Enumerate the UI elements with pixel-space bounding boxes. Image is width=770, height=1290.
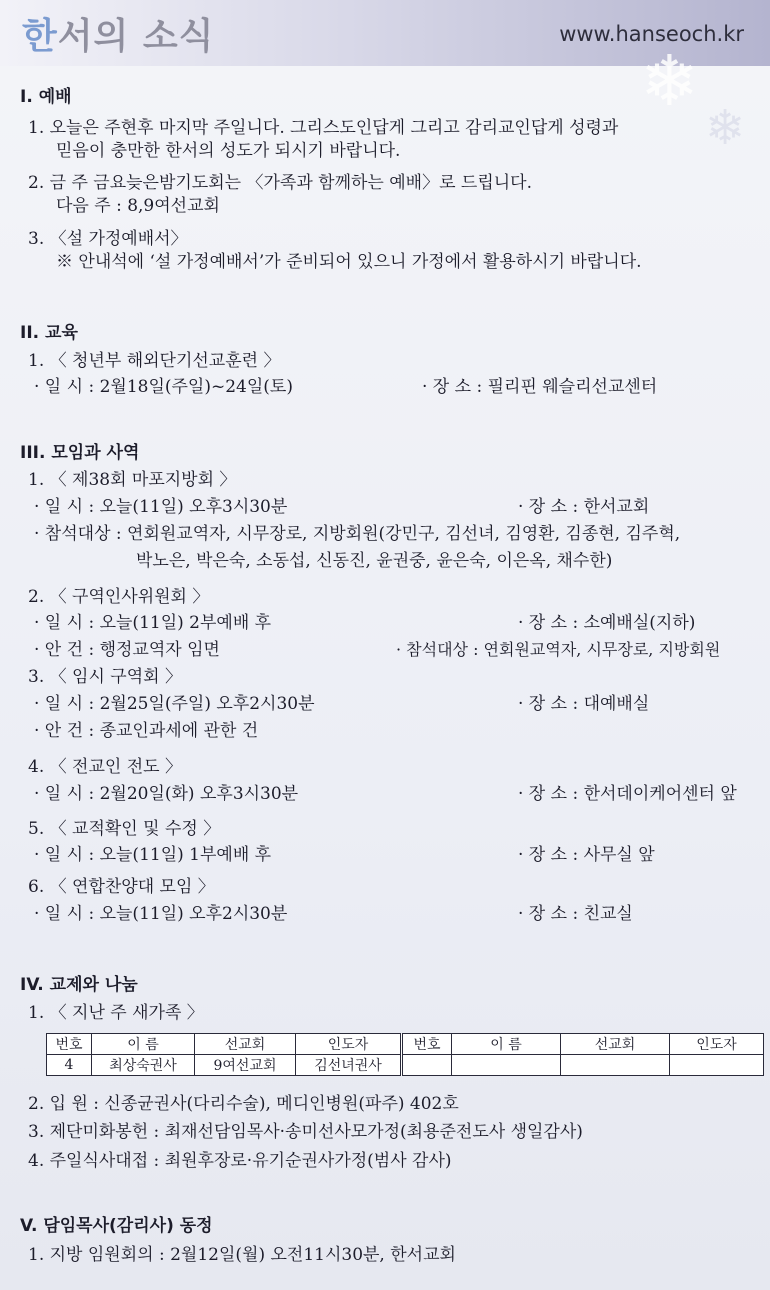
s3-item2-where: · 장 소 : 소예배실(지하) bbox=[518, 613, 696, 633]
s3-item5-when: · 일 시 : 오늘(11일) 1부예배 후 bbox=[34, 845, 272, 865]
section-1-title: I. 예배 bbox=[20, 87, 72, 107]
s1-item2-line1: 2. 금 주 금요늦은밤기도회는 〈가족과 함께하는 예배〉로 드립니다. bbox=[28, 173, 532, 193]
s3-item6-title: 6. 〈 연합찬양대 모임 〉 bbox=[28, 877, 215, 897]
s1-item1-line1: 1. 오늘은 주현후 마지막 주일니다. 그리스도인답게 그리고 감리교인답게 성령과 bbox=[28, 118, 619, 138]
s3-item4-when: · 일 시 : 2월20일(화) 오후3시30분 bbox=[34, 784, 299, 804]
table-row bbox=[47, 1055, 764, 1076]
s3-item2-attendees: · 참석대상 : 연회원교역자, 시무장로, 지방회원 bbox=[396, 640, 721, 659]
s3-item2-agenda: · 안 건 : 행정교역자 임면 bbox=[34, 640, 220, 660]
s3-item2-when: · 일 시 : 오늘(11일) 2부예배 후 bbox=[34, 613, 272, 633]
s3-item1-attendees-line1: · 참석대상 : 연회원교역자, 시무장로, 지방회원(강민구, 김선녀, 김영환, 김종현, 김주혁, bbox=[34, 524, 681, 544]
s3-item1-when: · 일 시 : 오늘(11일) 오후3시30분 bbox=[34, 497, 288, 517]
s3-item3-title: 3. 〈 임시 구역회 〉 bbox=[28, 667, 182, 687]
s3-item1-attendees-line2: 박노은, 박은숙, 소동섭, 신동진, 윤권중, 윤은숙, 이은옥, 채수한) bbox=[136, 551, 613, 571]
table-cell bbox=[402, 1055, 452, 1076]
s1-item3-line1: 3. 〈설 가정예배서〉 bbox=[28, 229, 188, 249]
s3-item4-title: 4. 〈 전교인 전도 〉 bbox=[28, 757, 182, 777]
header-cell: 선교회 bbox=[195, 1034, 296, 1055]
table-cell: 최상숙권사 bbox=[92, 1055, 195, 1076]
s3-item6-where: · 장 소 : 친교실 bbox=[518, 904, 633, 924]
table-cell: 김선녀권사 bbox=[296, 1055, 402, 1076]
s2-item1-title: 1. 〈 청년부 해외단기선교훈련 〉 bbox=[28, 351, 281, 371]
header-cell: 번호 bbox=[402, 1034, 452, 1055]
s3-item5-where: · 장 소 : 사무실 앞 bbox=[518, 845, 655, 865]
section-3-title: III. 모임과 사역 bbox=[20, 443, 140, 463]
new-family-table bbox=[46, 1033, 764, 1076]
s4-item4: 4. 주일식사대접 : 최원후장로·유기순권사가정(범사 감사) bbox=[28, 1151, 452, 1171]
table-cell bbox=[452, 1055, 561, 1076]
s3-item6-when: · 일 시 : 오늘(11일) 오후2시30분 bbox=[34, 904, 288, 924]
s1-item1-line2: 믿음이 충만한 한서의 성도가 되시기 바랍니다. bbox=[56, 141, 401, 161]
s2-item1-where: · 장 소 : 필리핀 웨슬리선교센터 bbox=[422, 377, 658, 397]
snowflake-icon: ❄ bbox=[705, 100, 746, 156]
section-5-title: V. 담임목사(감리사) 동정 bbox=[20, 1216, 213, 1236]
s3-item3-where: · 장 소 : 대예배실 bbox=[518, 694, 650, 714]
website-url[interactable]: www.hanseoch.kr bbox=[559, 22, 744, 46]
table-cell bbox=[670, 1055, 764, 1076]
s3-item3-agenda: · 안 건 : 종교인과세에 관한 건 bbox=[34, 721, 259, 741]
s4-item2: 2. 입 원 : 신종균권사(다리수술), 메디인병원(파주) 402호 bbox=[28, 1094, 459, 1114]
s1-item2-line2: 다음 주 : 8,9여선교회 bbox=[56, 196, 220, 216]
s3-item1-title: 1. 〈 제38회 마포지방회 〉 bbox=[28, 470, 237, 490]
s3-item4-where: · 장 소 : 한서데이케어센터 앞 bbox=[518, 784, 737, 804]
title-part-2: 서의 소식 bbox=[57, 16, 215, 57]
section-2-title: II. 교육 bbox=[20, 323, 78, 343]
s3-item3-when: · 일 시 : 2월25일(주일) 오후2시30분 bbox=[34, 694, 315, 714]
s5-item1: 1. 지방 임원회의 : 2월12일(월) 오전11시30분, 한서교회 bbox=[28, 1245, 456, 1265]
header-cell: 번호 bbox=[47, 1034, 92, 1055]
table-cell: 4 bbox=[47, 1055, 92, 1076]
header-cell: 선교회 bbox=[561, 1034, 670, 1055]
s3-item5-title: 5. 〈 교적확인 및 수정 〉 bbox=[28, 819, 221, 839]
table-cell: 9여선교회 bbox=[195, 1055, 296, 1076]
table-header-row bbox=[47, 1034, 764, 1055]
newsletter-title bbox=[22, 8, 214, 59]
s1-item3-line2: ※ 안내석에 ‘설 가정예배서’가 준비되어 있으니 가정에서 활용하시기 바랍니다. bbox=[56, 252, 642, 272]
table-cell bbox=[561, 1055, 670, 1076]
header-cell: 인도자 bbox=[670, 1034, 764, 1055]
header-cell: 이 름 bbox=[452, 1034, 561, 1055]
s4-item3: 3. 제단미화봉헌 : 최재선담임목사·송미선사모가정(최용준전도사 생일감사) bbox=[28, 1122, 583, 1142]
s2-item1-when: · 일 시 : 2월18일(주일)~24일(토) bbox=[34, 377, 293, 397]
section-4-title: IV. 교제와 나눔 bbox=[20, 975, 138, 995]
header-cell: 인도자 bbox=[296, 1034, 402, 1055]
snowflake-icon: ❄ bbox=[640, 40, 699, 122]
title-part-1: 한 bbox=[22, 16, 58, 57]
s3-item1-where: · 장 소 : 한서교회 bbox=[518, 497, 650, 517]
s4-item1-title: 1. 〈 지난 주 새가족 〉 bbox=[28, 1003, 204, 1023]
header-cell: 이 름 bbox=[92, 1034, 195, 1055]
s3-item2-title: 2. 〈 구역인사위원회 〉 bbox=[28, 587, 210, 607]
